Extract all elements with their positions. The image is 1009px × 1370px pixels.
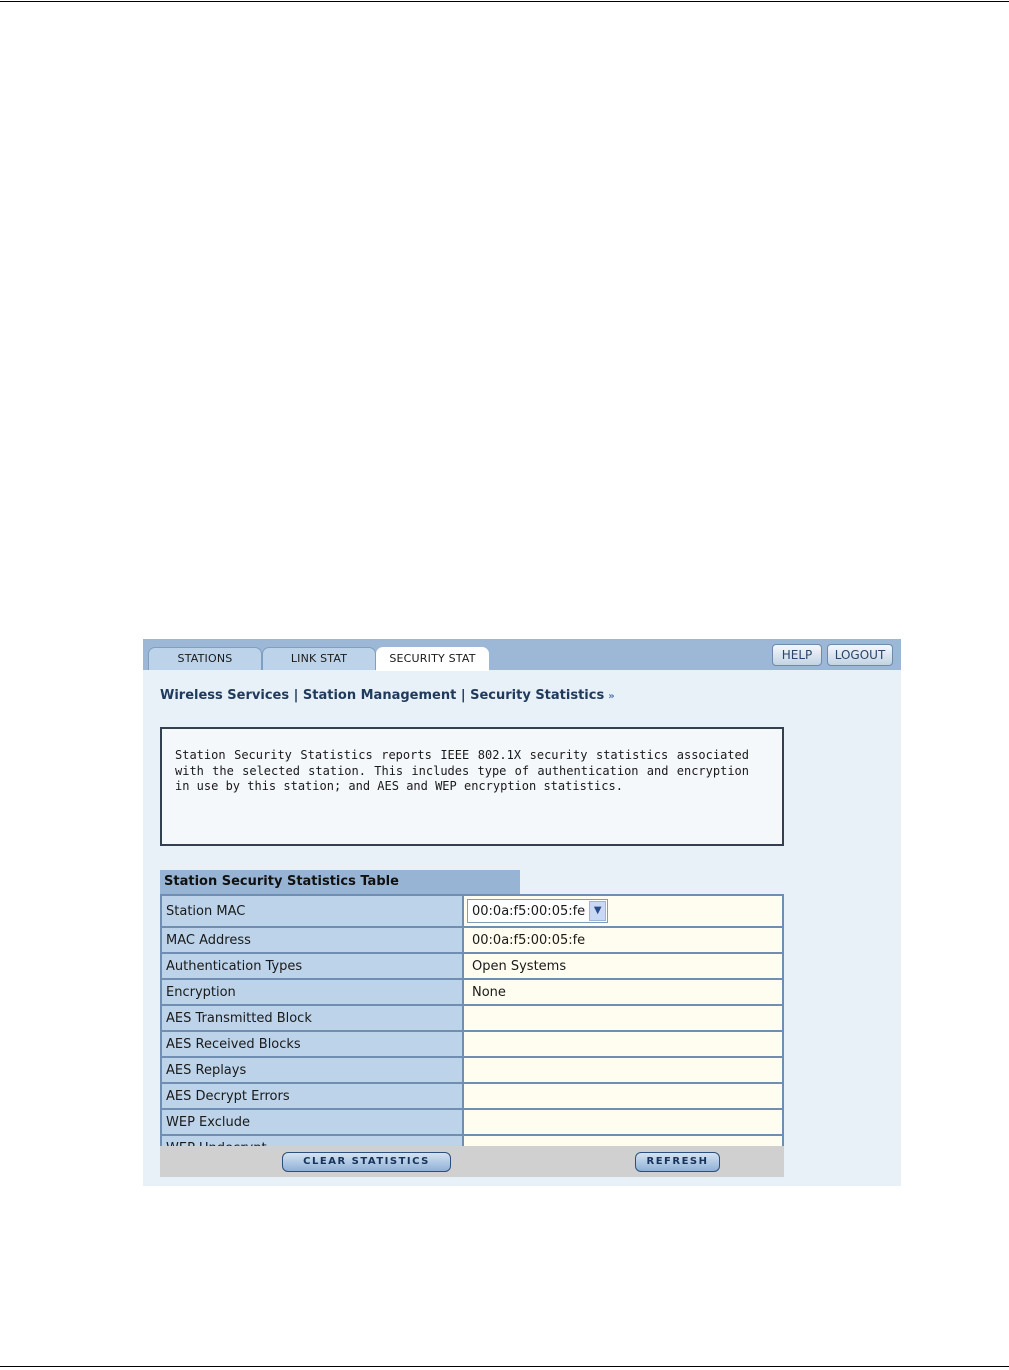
row-value — [464, 1058, 782, 1082]
app-panel — [143, 639, 901, 1186]
page-bottom-rule — [0, 1366, 1009, 1367]
double-chevron-right-icon: » — [608, 691, 615, 702]
row-value — [464, 1006, 782, 1030]
refresh-button[interactable]: REFRESH — [635, 1152, 720, 1172]
table-row — [162, 928, 782, 954]
row-value — [464, 1032, 782, 1056]
station-mac-label: Station MAC — [162, 896, 462, 926]
clear-statistics-button[interactable]: CLEAR STATISTICS — [282, 1152, 451, 1172]
tab-security-stat[interactable]: SECURITY STAT — [376, 647, 489, 671]
row-label: Authentication Types — [162, 954, 462, 978]
tab-stations[interactable]: STATIONS — [148, 647, 262, 670]
breadcrumb — [160, 688, 615, 703]
button-bar — [160, 1146, 784, 1177]
row-label: WEP Exclude — [162, 1110, 462, 1134]
row-label: AES Transmitted Block — [162, 1006, 462, 1030]
page-top-rule — [0, 1, 1009, 2]
row-label: AES Replays — [162, 1058, 462, 1082]
row-label: Encryption — [162, 980, 462, 1004]
table-row — [162, 1058, 782, 1084]
station-mac-cell — [464, 896, 782, 926]
tab-bar — [143, 639, 901, 670]
logout-button[interactable]: LOGOUT — [827, 644, 893, 666]
row-value: None — [464, 980, 782, 1004]
table-row-station-mac — [162, 896, 782, 928]
row-value — [464, 1110, 782, 1134]
table-title: Station Security Statistics Table — [160, 870, 520, 894]
chevron-down-icon[interactable]: ▼ — [589, 901, 606, 921]
row-label: MAC Address — [162, 928, 462, 952]
table-row — [162, 980, 782, 1006]
row-value: 00:0a:f5:00:05:fe — [464, 928, 782, 952]
tab-link-stat[interactable]: LINK STAT — [262, 647, 376, 670]
breadcrumb-text: Wireless Services | Station Management | Security Statistics — [160, 688, 605, 703]
description-text: Station Security Statistics reports IEEE 802.1X security statistics associated with the selected station. This includes type of authentication and encryption in use by this station; and AES and WEP encryption statistics. — [175, 748, 749, 793]
station-mac-select[interactable] — [467, 899, 608, 923]
table-row — [162, 1032, 782, 1058]
table-row — [162, 1084, 782, 1110]
row-value — [464, 1084, 782, 1108]
description-box — [160, 727, 784, 846]
row-label: AES Decrypt Errors — [162, 1084, 462, 1108]
table-row — [162, 1110, 782, 1136]
table-row — [162, 1006, 782, 1032]
table-row — [162, 954, 782, 980]
station-mac-selected: 00:0a:f5:00:05:fe — [472, 903, 586, 919]
row-value: Open Systems — [464, 954, 782, 978]
row-label: AES Received Blocks — [162, 1032, 462, 1056]
security-statistics-table — [160, 894, 784, 1162]
help-button[interactable]: HELP — [772, 644, 822, 666]
